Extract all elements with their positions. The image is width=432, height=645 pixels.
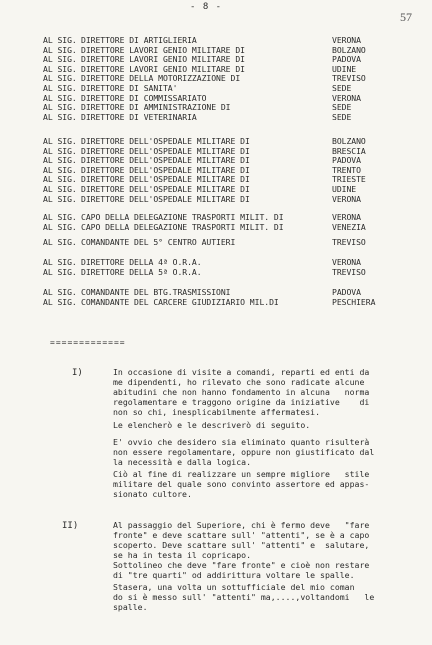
address-city: VERONA [332, 257, 361, 267]
address-recipient: COMANDANTE DEL 5° CENTRO AUTIERI [81, 237, 236, 247]
address-group [43, 137, 413, 204]
separator-line: ============= [50, 338, 126, 347]
address-prefix: AL SIG. [43, 63, 77, 74]
address-recipient: DIRETTORE DELLA MOTORIZZAZIONE DI [81, 73, 241, 84]
address-prefix: AL SIG. [43, 54, 77, 65]
address-recipient: DIRETTORE DELL'OSPEDALE MILITARE DI [81, 174, 250, 185]
address-city: UDINE [332, 183, 357, 194]
body-paragraph: Al passaggio del Superiore, chi è fermo deve "fare fronte" e deve scattare sull' "attenti", se è a capo scoperto. Deve scattare sull' "attenti" e salutare, se ha in testa il copricapo. Sottolineo che deve "fare fronte" e cioè non restare di "tre quarti" od addirittura voltare le spalle. [113, 520, 370, 580]
address-recipient: DIRETTORE DELLA 5ª O.R.A. [81, 266, 202, 277]
address-recipient: DIRETTORE LAVORI GENIO MILITARE DI [81, 63, 245, 74]
address-group [43, 238, 413, 248]
body-paragraph: E' ovvio che desidero sia eliminato quanto risulterà non essere regolamentare, oppure non giustificato dal la necessità e dalla logica. [113, 437, 375, 467]
address-prefix: AL SIG. [43, 257, 77, 267]
address-prefix: AL SIG. [43, 35, 77, 45]
address-prefix: AL SIG. [43, 44, 77, 55]
address-prefix: AL SIG. [43, 111, 77, 122]
address-row [43, 268, 413, 278]
address-prefix: AL SIG. [43, 92, 77, 103]
address-recipient: CAPO DELLA DELEGAZIONE TRASPORTI MILIT. DI [81, 212, 284, 222]
address-recipient: COMANDANTE DEL BTG.TRASMISSIONI [81, 287, 231, 297]
address-city: VERONA [332, 35, 361, 45]
page-number: - 8 - [190, 2, 223, 12]
address-city: VENEZIA [332, 221, 366, 232]
address-prefix: AL SIG. [43, 287, 77, 297]
address-recipient: DIRETTORE LAVORI GENIO MILITARE DI [81, 54, 245, 65]
address-row [43, 238, 413, 248]
address-group [43, 36, 413, 122]
address-prefix: AL SIG. [43, 266, 77, 277]
address-row [43, 223, 413, 233]
address-prefix: AL SIG. [43, 183, 77, 194]
address-city: BRESCIA [332, 145, 366, 156]
address-city: TREVISO [332, 266, 366, 277]
address-city: TRIESTE [332, 174, 366, 185]
address-recipient: DIRETTORE DELL'OSPEDALE MILITARE DI [81, 155, 250, 166]
address-prefix: AL SIG. [43, 136, 77, 146]
address-recipient: COMANDANTE DEL CARCERE GIUDIZIARIO MIL.DI [81, 296, 279, 307]
section-1-number: I) [72, 368, 83, 378]
address-group [43, 213, 413, 232]
address-city: VERONA [332, 193, 361, 204]
address-recipient: DIRETTORE DI AMMINISTRAZIONE DI [81, 102, 231, 113]
address-recipient: DIRETTORE DELLA 4ª O.R.A. [81, 257, 202, 267]
address-row [43, 195, 413, 205]
address-recipient: DIRETTORE DELL'OSPEDALE MILITARE DI [81, 193, 250, 204]
body-paragraph: Stasera, una volta un sottufficiale del mio coman do si è messo sull' "attenti" ma,....,voltandomi le spalle. [113, 582, 375, 612]
address-row [43, 298, 413, 308]
address-recipient: DIRETTORE DELL'OSPEDALE MILITARE DI [81, 183, 250, 194]
section-2-number: II) [62, 521, 79, 531]
address-city: VERONA [332, 92, 361, 103]
address-prefix: AL SIG. [43, 193, 77, 204]
address-prefix: AL SIG. [43, 221, 77, 232]
address-city: VERONA [332, 212, 361, 222]
address-recipient: DIRETTORE DI COMMISSARIATO [81, 92, 207, 103]
page-corner-mark: 57 [400, 10, 412, 24]
body-paragraph: In occasione di visite a comandi, reparti ed enti da me dipendenti, ho rilevato che sono radicate alcune abitudini che non hanno fondamento in alcuna norma regolamentare e traggono origine da iniziative di non so chi, inesplicabilmente affermatesi. [113, 367, 370, 417]
address-prefix: AL SIG. [43, 164, 77, 175]
address-recipient: DIRETTORE DELL'OSPEDALE MILITARE DI [81, 136, 250, 146]
address-city: TREVISO [332, 73, 366, 84]
address-city: SEDE [332, 111, 352, 122]
address-prefix: AL SIG. [43, 82, 77, 93]
address-prefix: AL SIG. [43, 212, 77, 222]
address-city: PADOVA [332, 287, 361, 297]
address-city: BOLZANO [332, 136, 366, 146]
address-prefix: AL SIG. [43, 145, 77, 156]
address-recipient: DIRETTORE DI ARTIGLIERIA [81, 35, 197, 45]
address-recipient: DIRETTORE DI SANITA' [81, 82, 178, 93]
body-paragraph: Le elencherò e le descriverò di seguito. [113, 420, 311, 430]
address-recipient: CAPO DELLA DELEGAZIONE TRASPORTI MILIT. DI [81, 221, 284, 232]
address-city: BOLZANO [332, 44, 366, 55]
address-recipient: DIRETTORE DI VETERINARIA [81, 111, 197, 122]
address-prefix: AL SIG. [43, 296, 77, 307]
address-city: PADOVA [332, 54, 361, 65]
address-city: PADOVA [332, 155, 361, 166]
address-city: SEDE [332, 102, 352, 113]
address-group [43, 288, 413, 307]
address-city: TRENTO [332, 164, 361, 175]
address-recipient: DIRETTORE DELL'OSPEDALE MILITARE DI [81, 164, 250, 175]
body-paragraph: Ciò al fine di realizzare un sempre migliore stile militare del quale sono convinto assertore ed appas- sionato cultore. [113, 469, 370, 499]
address-prefix: AL SIG. [43, 237, 77, 247]
address-city: TREVISO [332, 237, 366, 247]
address-prefix: AL SIG. [43, 155, 77, 166]
address-city: PESCHIERA [332, 296, 376, 307]
address-group [43, 258, 413, 277]
address-recipient: DIRETTORE LAVORI GENIO MILITARE DI [81, 44, 245, 55]
address-row [43, 113, 413, 123]
address-city: UDINE [332, 63, 357, 74]
address-prefix: AL SIG. [43, 102, 77, 113]
address-prefix: AL SIG. [43, 174, 77, 185]
address-prefix: AL SIG. [43, 73, 77, 84]
address-city: SEDE [332, 82, 352, 93]
address-recipient: DIRETTORE DELL'OSPEDALE MILITARE DI [81, 145, 250, 156]
